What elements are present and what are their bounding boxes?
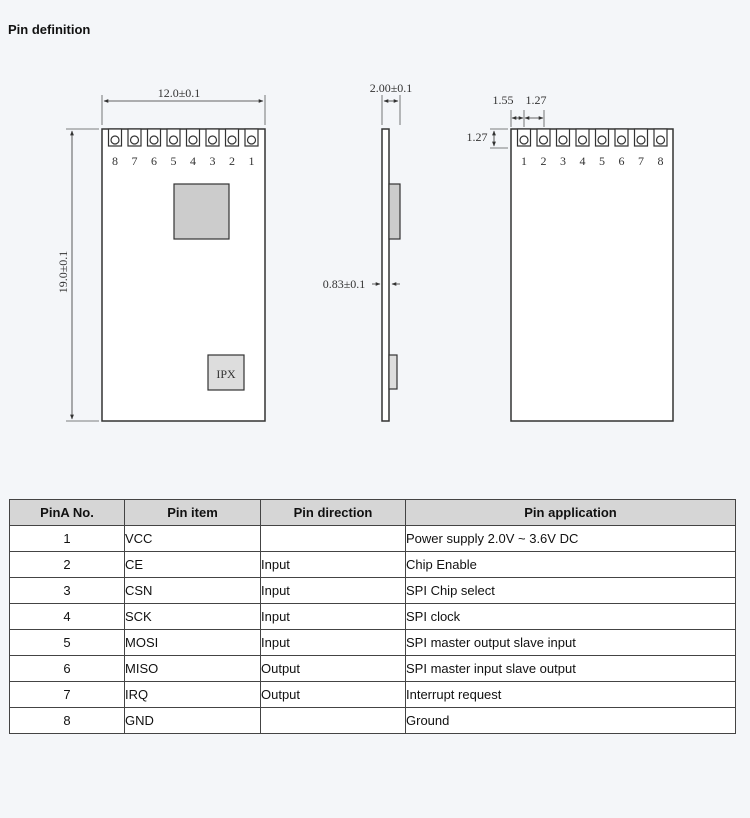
thickness-dimension-label: 2.00±0.1 xyxy=(369,81,413,95)
pin-number-cell: 8 xyxy=(10,708,125,734)
table-row xyxy=(10,526,736,552)
pin-item-cell: IRQ xyxy=(125,682,261,708)
front-pin-number: 4 xyxy=(190,154,196,168)
ipx-label: IPX xyxy=(216,367,236,381)
back-view xyxy=(467,93,674,421)
back-pin-hole xyxy=(520,136,528,144)
width-dimension-label: 12.0±0.1 xyxy=(157,86,201,100)
back-pin-hole xyxy=(598,136,606,144)
back-pin-hole xyxy=(559,136,567,144)
pin-item-cell: VCC xyxy=(125,526,261,552)
pin-item-cell: CSN xyxy=(125,578,261,604)
pin-application-cell: SPI clock xyxy=(406,604,736,630)
front-pin-number: 1 xyxy=(248,154,255,168)
table-row xyxy=(10,552,736,578)
back-pin-hole xyxy=(540,136,548,144)
pin-direction-cell: Output xyxy=(261,656,406,682)
front-pin-hole xyxy=(228,136,236,144)
pin-application-cell: SPI master output slave input xyxy=(406,630,736,656)
pad-dimension-label: 1.27 xyxy=(466,130,488,144)
front-pin-number: 7 xyxy=(131,154,138,168)
back-pin-number: 6 xyxy=(618,154,625,168)
front-pin-hole xyxy=(248,136,256,144)
pin-number-cell: 6 xyxy=(10,656,125,682)
table-row xyxy=(10,708,736,734)
pin-number-cell: 4 xyxy=(10,604,125,630)
pin-item-cell: GND xyxy=(125,708,261,734)
pin-application-cell: Power supply 2.0V ~ 3.6V DC xyxy=(406,526,736,552)
table-row xyxy=(10,656,736,682)
offset-dimension-label: 0.83±0.1 xyxy=(322,277,366,291)
front-pin-hole xyxy=(170,136,178,144)
back-pin-number: 1 xyxy=(521,154,527,168)
back-pin-number: 3 xyxy=(560,154,566,168)
pin-application-cell: Ground xyxy=(406,708,736,734)
front-pin-hole xyxy=(131,136,139,144)
pin-direction-cell xyxy=(261,526,406,552)
height-dimension-label: 19.0±0.1 xyxy=(56,250,70,294)
pin-application-cell: Interrupt request xyxy=(406,682,736,708)
front-pin-number: 2 xyxy=(229,154,235,168)
pin-number-cell: 5 xyxy=(10,630,125,656)
pin-direction-cell: Input xyxy=(261,552,406,578)
table-row xyxy=(10,630,736,656)
side-chip xyxy=(389,184,400,239)
back-pin-number: 8 xyxy=(657,154,664,168)
header-pin-direction: Pin direction xyxy=(261,500,406,526)
pin-number-cell: 2 xyxy=(10,552,125,578)
pin-item-cell: MOSI xyxy=(125,630,261,656)
pin-number-cell: 7 xyxy=(10,682,125,708)
back-pin-number: 4 xyxy=(579,154,586,168)
table-row xyxy=(10,578,736,604)
back-pin-hole xyxy=(657,136,665,144)
pin-direction-cell: Input xyxy=(261,578,406,604)
pin-table xyxy=(9,499,736,734)
pin-item-cell: CE xyxy=(125,552,261,578)
page-title: Pin definition xyxy=(8,22,91,37)
pin-application-cell: Chip Enable xyxy=(406,552,736,578)
back-pin-hole xyxy=(579,136,587,144)
back-board-outline xyxy=(511,129,673,421)
back-pin-hole xyxy=(637,136,645,144)
header-pin-item: Pin item xyxy=(125,500,261,526)
pin-application-cell: SPI Chip select xyxy=(406,578,736,604)
pin-item-cell: SCK xyxy=(125,604,261,630)
front-chip xyxy=(174,184,229,239)
front-pin-number: 3 xyxy=(209,154,216,168)
pin-direction-cell xyxy=(261,708,406,734)
side-connector xyxy=(389,355,397,389)
header-pin-application: Pin application xyxy=(406,500,736,526)
back-pin-number: 2 xyxy=(540,154,547,168)
side-view xyxy=(323,81,413,421)
pin-direction-cell: Input xyxy=(261,604,406,630)
table-row xyxy=(10,682,736,708)
pin-item-cell: MISO xyxy=(125,656,261,682)
pin-application-cell: SPI master input slave output xyxy=(406,656,736,682)
pin-table-header xyxy=(10,500,736,526)
front-pin-hole xyxy=(150,136,158,144)
front-pin-number: 8 xyxy=(112,154,118,168)
side-board-outline xyxy=(382,129,389,421)
pin-direction-cell: Output xyxy=(261,682,406,708)
front-view xyxy=(56,86,265,421)
header-pin-no: PinA No. xyxy=(10,500,125,526)
edge-dimension-label: 1.55 xyxy=(492,93,514,107)
front-pin-number: 6 xyxy=(151,154,157,168)
back-pin-number: 5 xyxy=(599,154,605,168)
back-pin-hole xyxy=(618,136,626,144)
front-pin-hole xyxy=(189,136,197,144)
pitch-dimension-label: 1.27 xyxy=(525,93,547,107)
front-pin-number: 5 xyxy=(170,154,177,168)
table-row xyxy=(10,604,736,630)
pin-direction-cell: Input xyxy=(261,630,406,656)
back-pin-number: 7 xyxy=(638,154,644,168)
front-pin-hole xyxy=(209,136,217,144)
pin-number-cell: 3 xyxy=(10,578,125,604)
front-pin-hole xyxy=(111,136,119,144)
pin-number-cell: 1 xyxy=(10,526,125,552)
